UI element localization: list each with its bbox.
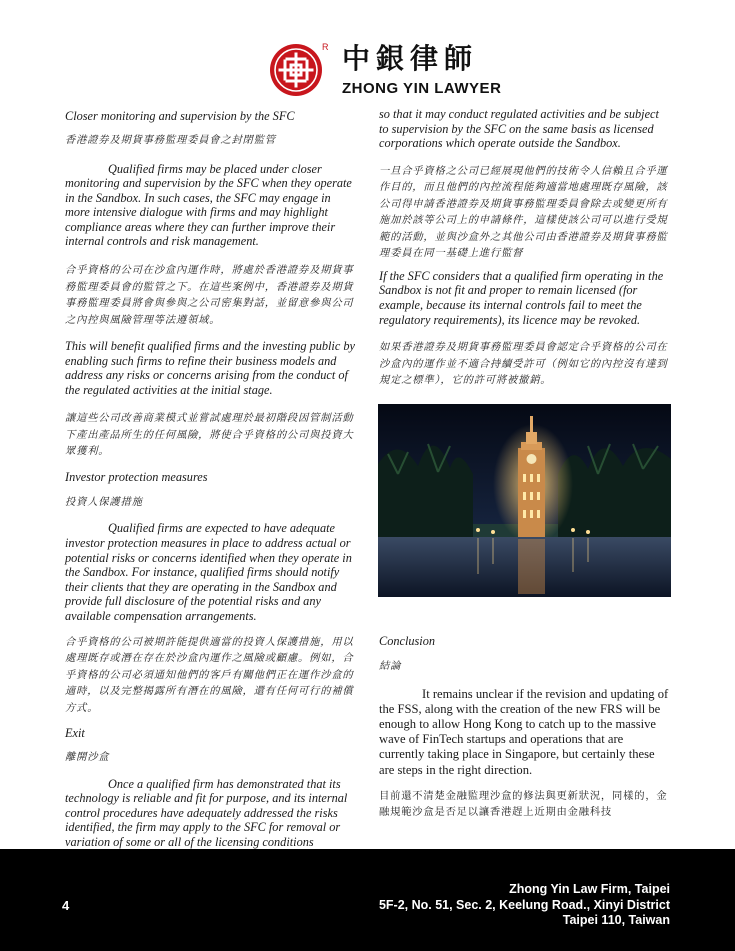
clock-tower-illustration bbox=[378, 404, 671, 597]
paragraph-zh: 目前還不清楚金融監理沙盒的修法與更新狀況，同樣的，金融規範沙盒是否足以讓香港趕上近期由金融科技 bbox=[379, 789, 668, 819]
paragraph: If the SFC considers that a qualified firm operating in the Sandbox is not fit and proper to remain licensed (for example, because its internal controls fail to meet the regulatory requirements), its licence may be revoked. bbox=[379, 268, 664, 327]
section-heading: Conclusion bbox=[379, 634, 436, 648]
left-column bbox=[65, 107, 355, 864]
section-heading-zh: 投資人保護措施 bbox=[65, 495, 143, 508]
paragraph-zh: 合乎資格的公司在沙盒內運作時，將處於香港證券及期貨事務監理委員會的監管之下。在這些案例中，香港證券及期貨事務監理委員將會與參與之公司密集對話，並留意參與公司之內控與風險管理等法遵領域。 bbox=[65, 264, 354, 326]
section-heading: Investor protection measures bbox=[65, 469, 208, 484]
firm-address bbox=[379, 882, 670, 929]
right-column bbox=[379, 107, 671, 389]
paragraph-zh: 合乎資格的公司被期許能提供適當的投資人保護措施，用以處理既存或潛在存在於沙盒內運作之風險或顧慮。例如，合乎資格的公司必須通知他們的客戶有關他們正在運作沙盒的適時，以及完整揭露所有潛在的風險，還有任何可行的補償方式。 bbox=[65, 635, 354, 714]
section-heading-zh: 香港證券及期貨事務監理委員會之封閉監管 bbox=[65, 134, 276, 146]
paragraph: Qualified firms may be placed under closer monitoring and supervision by the SFC when they operate in the Sandbox. In such cases, the SFC may engage in more intensive dialogue with firms and may highlight compliance areas where they can further improve their internal controls and risk management. bbox=[65, 161, 352, 249]
paragraph: Once a qualified firm has demonstrated that its technology is reliable and fit for purpose, and its internal control procedures have adequately addressed the risks identified, the firm may apply to the SFC for removal or variation of some or all of the licensing conditions bbox=[65, 776, 348, 849]
seal-logo-icon bbox=[268, 42, 324, 98]
firm-name-chinese: 中銀律師 bbox=[342, 42, 479, 75]
footer-address-line: 5F-2, No. 51, Sec. 2, Keelung Road., Xinyi District bbox=[378, 897, 670, 912]
paragraph: This will benefit qualified firms and the investing public by enabling such firms to refine their business models and address any risks or concerns arising from the conduct of the regulated activities at the initial stage. bbox=[65, 339, 355, 397]
paragraph-zh: 一旦合乎資格之公司已經展現他們的技術令人信賴且合乎運作目的，而且他們的內控流程能夠適當地處理既存風險，該公司得申請香港證券及期貨事務監理委員會除去或變更所有施加於該等公司上的申請條件，這樣使該公司可以進行受規範的活動，並與沙盒外之其他公司由香港證券及期貨事務監理委員在同一基礎上進行監督 bbox=[379, 164, 668, 260]
paragraph: so that it may conduct regulated activities and be subject to supervision by the SFC on the same basis as licensed corporations which operate outside the Sandbox. bbox=[379, 107, 659, 151]
registered-mark: R bbox=[322, 42, 329, 52]
footer-firm-name: Zhong Yin Law Firm, Taipei bbox=[509, 882, 670, 896]
right-column-lower bbox=[379, 634, 671, 821]
section-heading-zh: 結論 bbox=[379, 660, 402, 672]
footer-address-line: Taipei 110, Taiwan bbox=[562, 913, 670, 927]
paragraph: It remains unclear if the revision and updating of the FSS, along with the creation of the new FRS will be enough to allow Hong Kong to catch up to the massive wave of FinTech startups and operations that are currently taking place in Singapore, but certainly these are steps in the right direction. bbox=[379, 686, 669, 777]
firm-name-english: ZHONG YIN LAWYER bbox=[342, 80, 502, 97]
page-footer bbox=[0, 849, 735, 951]
paragraph: Qualified firms are expected to have adequate investor protection measures in place to address actual or potential risks or concerns identified when they operate in the Sandbox. For instance, qualified firms should notify their clients that they are operating in the Sandbox and provide full disclosure of the potential risks and any available compensation arrangements. bbox=[65, 521, 352, 623]
section-heading: Closer monitoring and supervision by the SFC bbox=[65, 109, 295, 123]
section-heading-zh: 離開沙盒 bbox=[65, 751, 110, 764]
paragraph-zh: 讓這些公司改善商業模式並嘗試處理於最初階段因管制活動下產出產品所生的任何風險，將使合乎資格的公司與投資大眾獲利。 bbox=[65, 412, 354, 458]
section-heading: Exit bbox=[65, 726, 85, 741]
firm-logo bbox=[268, 42, 513, 100]
paragraph-zh: 如果香港證券及期貨事務監理委員會認定合乎資格的公司在沙盒內的運作並不適合持續受許可（例如它的內控沒有達到規定之標準），它的許可將被撤銷。 bbox=[379, 341, 668, 387]
clock-tower-photo bbox=[378, 404, 671, 597]
page-number: 4 bbox=[62, 898, 70, 913]
